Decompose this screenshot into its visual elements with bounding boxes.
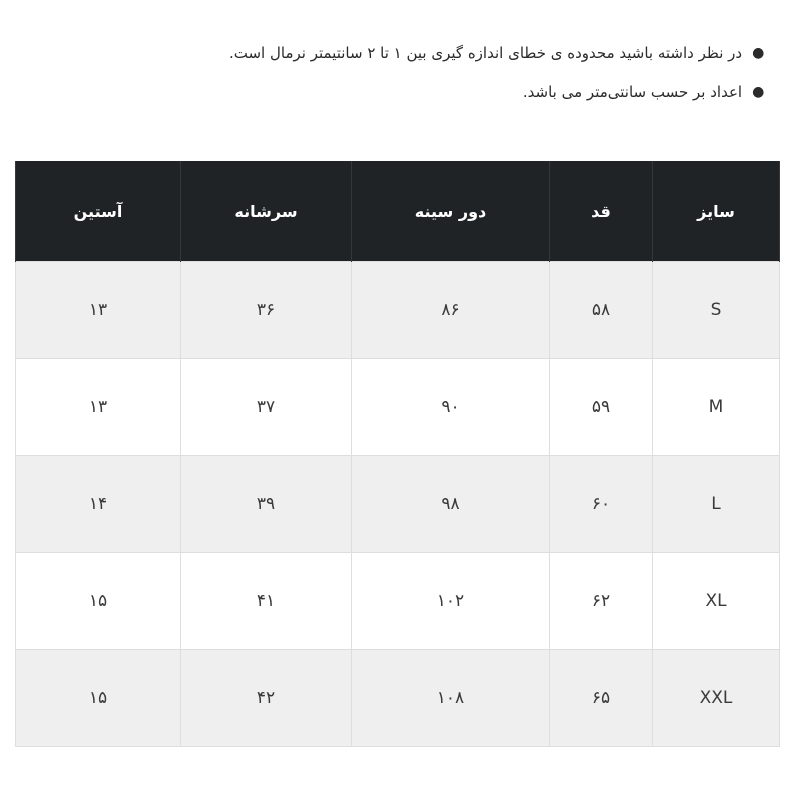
cell-size: XL xyxy=(653,553,780,650)
table-row xyxy=(16,262,780,359)
note-text: اعداد بر حسب سانتی‌متر می باشد. xyxy=(522,83,743,101)
cell-shoulder: ۳۷ xyxy=(181,359,352,456)
cell-shoulder: ۳۹ xyxy=(181,456,352,553)
table-row xyxy=(16,359,780,456)
cell-size: S xyxy=(653,262,780,359)
note-text: در نظر داشته باشید محدوده ی خطای اندازه گیری بین ۱ تا ۲ سانتیمتر نرمال است. xyxy=(228,44,743,62)
table-header xyxy=(16,161,780,262)
cell-size: XXL xyxy=(653,650,780,747)
cell-sleeve: ۱۵ xyxy=(16,650,181,747)
cell-shoulder: ۴۲ xyxy=(181,650,352,747)
header-height: قد xyxy=(550,161,653,262)
cell-height: ۶۰ xyxy=(550,456,653,553)
table-row xyxy=(16,650,780,747)
header-size: سایز xyxy=(653,161,780,262)
cell-sleeve: ۱۳ xyxy=(16,359,181,456)
bullet-icon: ● xyxy=(752,84,764,100)
cell-height: ۵۸ xyxy=(550,262,653,359)
header-row xyxy=(16,161,780,262)
cell-chest: ۹۸ xyxy=(352,456,550,553)
cell-size: L xyxy=(653,456,780,553)
cell-shoulder: ۳۶ xyxy=(181,262,352,359)
table-body xyxy=(16,262,780,747)
cell-height: ۶۵ xyxy=(550,650,653,747)
size-chart-table xyxy=(15,161,780,747)
table-row xyxy=(16,456,780,553)
bullet-icon: ● xyxy=(752,45,764,61)
cell-chest: ۱۰۸ xyxy=(352,650,550,747)
note-item xyxy=(64,42,764,64)
cell-height: ۵۹ xyxy=(550,359,653,456)
table-row xyxy=(16,553,780,650)
cell-sleeve: ۱۳ xyxy=(16,262,181,359)
cell-chest: ۹۰ xyxy=(352,359,550,456)
cell-chest: ۸۶ xyxy=(352,262,550,359)
cell-height: ۶۲ xyxy=(550,553,653,650)
cell-size: M xyxy=(653,359,780,456)
cell-chest: ۱۰۲ xyxy=(352,553,550,650)
notes-list xyxy=(64,42,764,120)
note-item xyxy=(64,81,764,103)
header-shoulder: سرشانه xyxy=(181,161,352,262)
cell-shoulder: ۴۱ xyxy=(181,553,352,650)
header-chest: دور سینه xyxy=(352,161,550,262)
cell-sleeve: ۱۴ xyxy=(16,456,181,553)
header-sleeve: آستین xyxy=(16,161,181,262)
cell-sleeve: ۱۵ xyxy=(16,553,181,650)
